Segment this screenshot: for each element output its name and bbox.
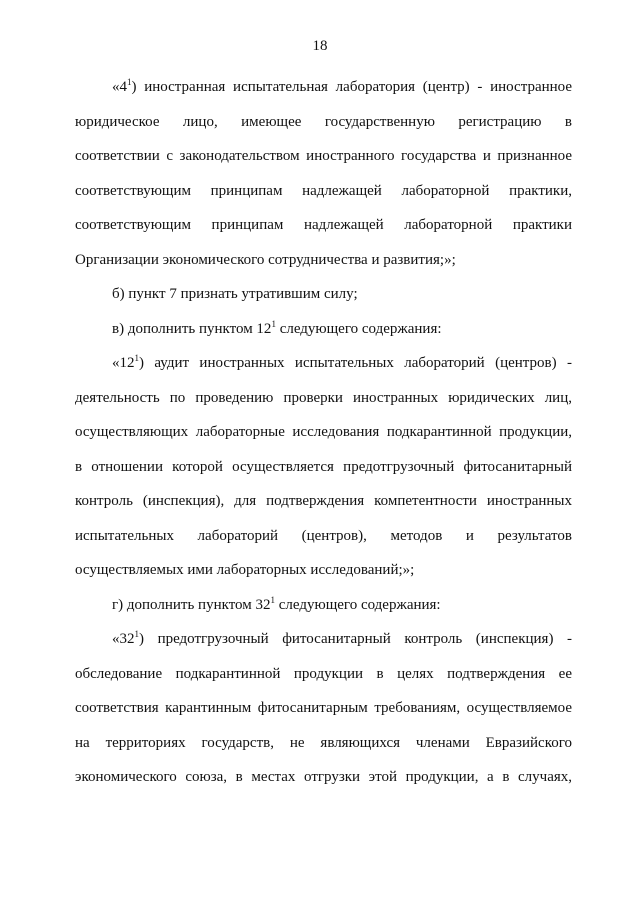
text-line: юридическое лицо, имеющее государственную регистрацию в bbox=[75, 113, 572, 130]
text-line: контроль (инспекция), для подтверждения компетентности иностранных bbox=[75, 493, 572, 509]
paragraph bbox=[75, 346, 572, 588]
text-line: соответствии с законодательством иностранного государства и признанное bbox=[75, 148, 572, 164]
text-line: в) дополнить пунктом $12^1$ следующего содержания: bbox=[112, 318, 442, 337]
text-line: соответствующим принципам надлежащей лабораторной практики, bbox=[75, 182, 572, 199]
text-line: на территориях государств, не являющихся членами Евразийского bbox=[75, 734, 572, 751]
text-line: в отношении которой осуществляется предотгрузочный фитосанитарный bbox=[75, 458, 572, 475]
paragraph bbox=[75, 588, 572, 623]
text-line: осуществляющих лабораторные исследования подкарантинной продукции, bbox=[75, 424, 572, 440]
text-line: «$32^1$) предотгрузочный фитосанитарный контроль (инспекция) - bbox=[112, 629, 572, 647]
text-line: «$12^1$) аудит иностранных испытательных лабораторий (центров) - bbox=[112, 353, 572, 371]
text-line: испытательных лабораторий (центров), методов и результатов bbox=[75, 527, 572, 544]
text-line: б) пункт 7 признать утратившим силу; bbox=[112, 286, 358, 302]
paragraph bbox=[75, 277, 572, 312]
paragraph bbox=[75, 312, 572, 347]
text-line: осуществляемых ими лабораторных исследований;»; bbox=[75, 562, 415, 578]
text-line: деятельность по проведению проверки иностранных юридических лиц, bbox=[75, 389, 572, 406]
paragraph bbox=[75, 70, 572, 277]
text-line: г) дополнить пунктом $32^1$ следующего содержания: bbox=[112, 594, 441, 613]
text-line: «$4^1$) иностранная испытательная лаборатория (центр) - иностранное bbox=[112, 77, 572, 95]
document-body bbox=[75, 70, 572, 795]
text-line: экономического союза, в местах отгрузки этой продукции, а в случаях, bbox=[75, 769, 572, 785]
page-number: 18 bbox=[312, 38, 328, 54]
text-line: обследование подкарантинной продукции в целях подтверждения ее bbox=[75, 665, 572, 682]
paragraph bbox=[75, 622, 572, 795]
text-line: соответствующим принципам надлежащей лабораторной практики bbox=[75, 217, 572, 233]
text-line: соответствия карантинным фитосанитарным требованиям, осуществляемое bbox=[75, 700, 572, 716]
text-line: Организации экономического сотрудничества и развития;»; bbox=[75, 251, 456, 268]
